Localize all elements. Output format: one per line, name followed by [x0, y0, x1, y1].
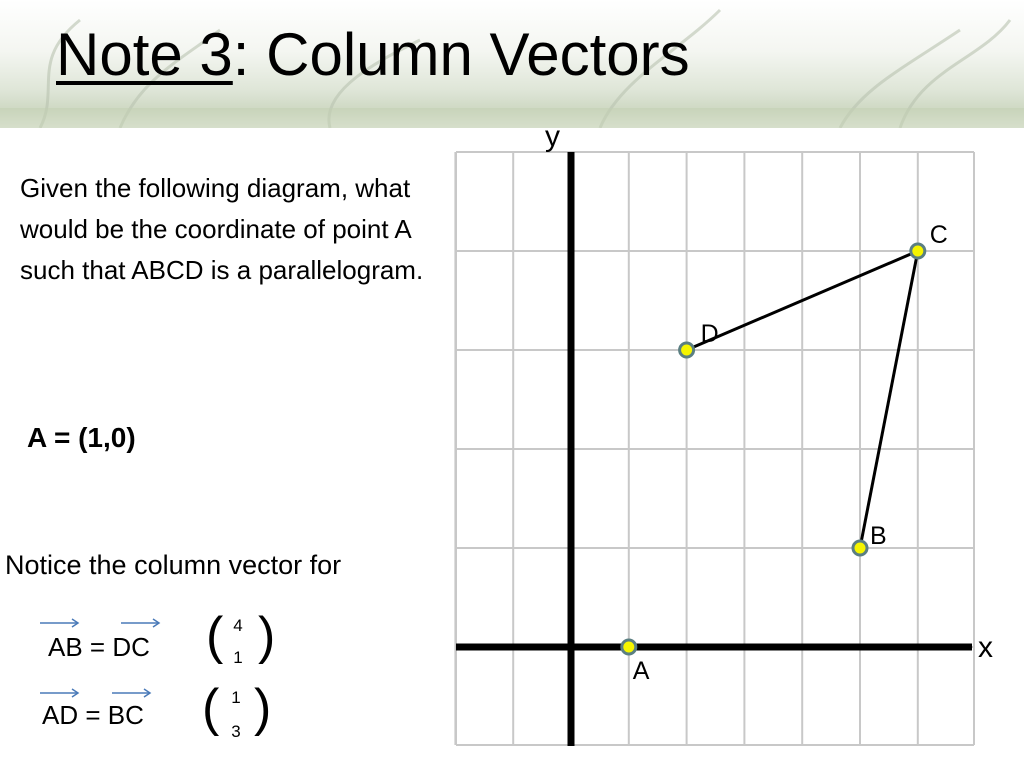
left-parenthesis: ( — [202, 679, 220, 737]
y-axis-label: y — [545, 120, 560, 153]
title-note-number: Note 3 — [56, 21, 233, 88]
vector-right: DC — [112, 632, 150, 662]
point-a — [622, 640, 636, 654]
right-parenthesis: ) — [254, 679, 272, 737]
question-text: Given the following diagram, what would be the coordinate of point A such that ABCD is a parallelogram. — [20, 173, 424, 285]
vector-left: AB — [48, 632, 83, 662]
title-topic: : Column Vectors — [232, 21, 690, 88]
right-parenthesis: ) — [258, 607, 276, 665]
notice-text: Notice the column vector for — [5, 550, 342, 580]
vector-right: BC — [107, 700, 144, 730]
segment-cb — [860, 251, 918, 548]
column-vector-bottom: 3 — [231, 722, 241, 741]
vector-equals: = — [82, 632, 113, 662]
x-axis-label: x — [978, 631, 993, 664]
point-label-c: C — [929, 221, 948, 249]
column-vector-top: 1 — [231, 688, 241, 707]
left-parenthesis: ( — [206, 607, 224, 665]
point-d — [680, 343, 694, 357]
point-b — [853, 541, 867, 555]
vector-left: AD — [42, 700, 79, 730]
point-c — [911, 244, 925, 258]
point-label-b: B — [870, 522, 887, 550]
points — [622, 221, 948, 685]
vector-equals: = — [78, 700, 108, 730]
point-label-d: D — [700, 320, 719, 348]
point-label-a: A — [632, 657, 650, 685]
column-vector-bottom: 1 — [233, 648, 243, 667]
column-vector-top: 4 — [233, 616, 243, 635]
grid-lines — [455, 152, 974, 745]
answer-text: A = (1,0) — [27, 422, 136, 453]
